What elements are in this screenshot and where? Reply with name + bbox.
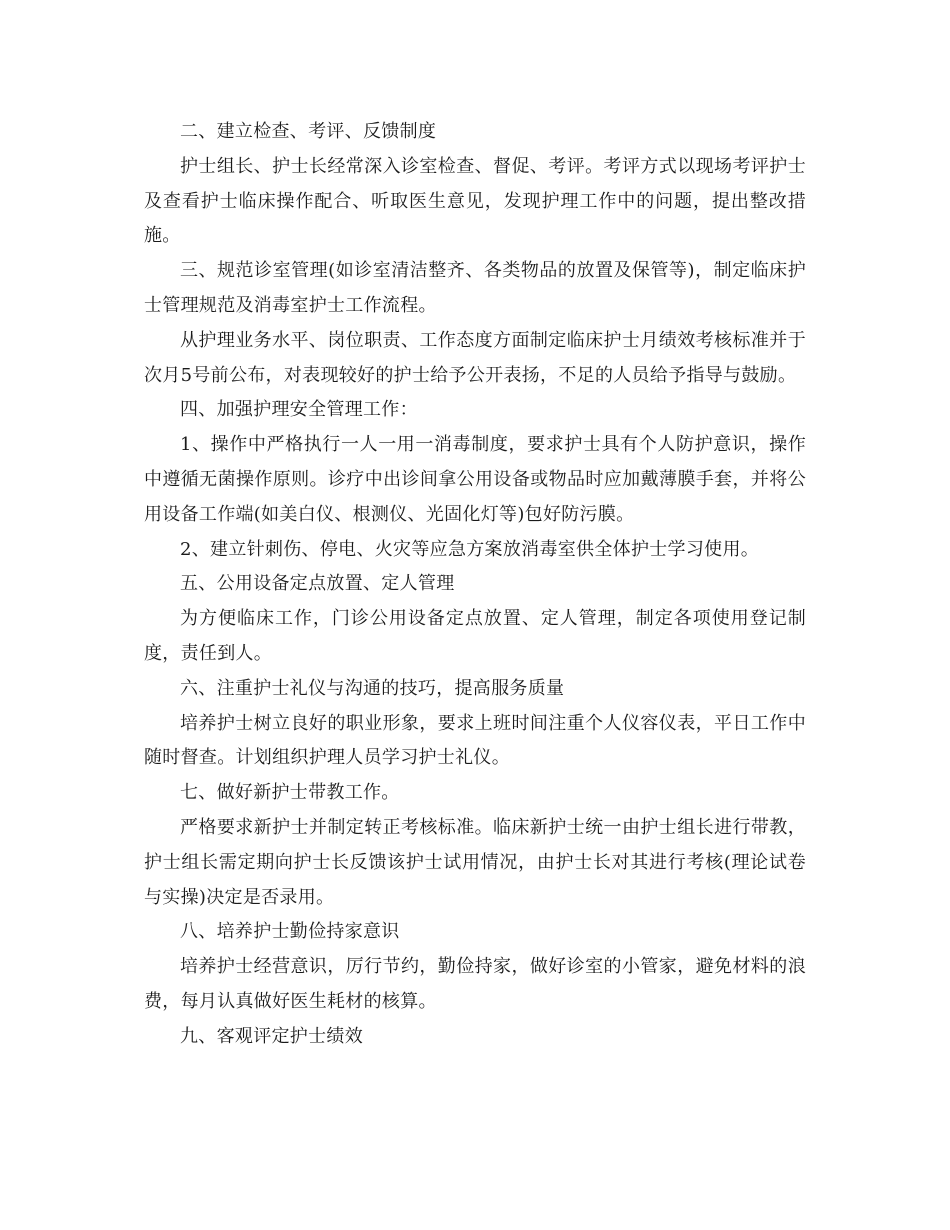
heading-etiquette-communication: 六、注重护士礼仪与沟通的技巧，提高服务质量 — [180, 677, 565, 699]
paragraph-etiquette-details: 培养护士树立良好的职业形象，要求上班时间注重个人仪容仪表，平日工作中随时督查。计划组织护理人员学习护士礼仪。 — [144, 712, 806, 769]
paragraph-equipment-details: 为方便临床工作，门诊公用设备定点放置、定人管理，制定各项使用登记制度，责任到人。 — [144, 608, 806, 664]
paragraph-thrift-details: 培养护士经营意识，厉行节约，勤俭持家，做好诊室的小管家，避免材料的浪费，每月认真做好医生耗材的核算。 — [144, 956, 806, 1012]
paragraph-new-nurse-details: 严格要求新护士并制定转正考核标准。临床新护士统一由护士组长进行带教，护士组长需定期向护士长反馈该护士试用情况，由护士长对其进行考核(理论试卷与实操)决定是否录用。 — [144, 816, 806, 908]
paragraph-safety-item-2: 2、建立针刺伤、停电、火灾等应急方案放消毒室供全体护士学习使用。 — [180, 538, 760, 560]
heading-new-nurse-training: 七、做好新护士带教工作。 — [180, 782, 400, 804]
document-body — [144, 115, 806, 1055]
paragraph-performance-assessment: 从护理业务水平、岗位职责、工作态度方面制定临床护士月绩效考核标准并于次月5号前公布，对表现较好的护士给予公开表扬，不足的人员给予指导与鼓励。 — [144, 329, 806, 386]
heading-equipment-placement: 五、公用设备定点放置、定人管理 — [180, 573, 455, 595]
heading-performance-evaluation: 九、客观评定护士绩效 — [180, 1025, 363, 1047]
heading-safety-management: 四、加强护理安全管理工作： — [180, 399, 418, 421]
paragraph-safety-item-1: 1、操作中严格执行一人一用一消毒制度，要求护士具有个人防护意识，操作中遵循无菌操作原则。诊疗中出诊间拿公用设备或物品时应加戴薄膜手套，并将公用设备工作端(如美白仪、根测仪、光固化灯等)包好防污膜。 — [144, 434, 806, 525]
paragraph-inspection-details: 护士组长、护士长经常深入诊室检查、督促、考评。考评方式以现场考评护士及查看护士临床操作配合、听取医生意见，发现护理工作中的问题，提出整改措施。 — [144, 155, 806, 247]
heading-inspection-system: 二、建立检查、考评、反馈制度 — [180, 121, 437, 142]
heading-clinic-management: 三、规范诊室管理(如诊室清洁整齐、各类物品的放置及保管等)，制定临床护士管理规范及消毒室护士工作流程。 — [144, 260, 806, 316]
heading-thrift-awareness: 八、培养护士勤俭持家意识 — [180, 921, 400, 943]
